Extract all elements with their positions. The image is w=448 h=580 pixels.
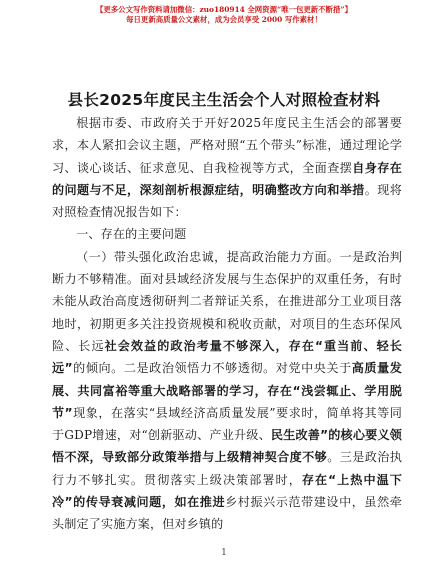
text-run-bold: 民生改善”的核心要义领悟不深，导致部分政策举措与上级精神契合度不够: [52, 428, 402, 465]
text-run: 一、存在的主要问题: [76, 227, 187, 242]
text-run: （一）带头强化政治忠诚，提高政治能力方面。一是政治判断力不够精准。面对县域经济发展与生态保护的双重任务，有时未能从政治高度透彻研判二者辩证关系，在推进部分工业项目落地时，初期更多关注投资规模和税收贡献，对项目的生态环保风险、长远: [52, 249, 402, 353]
document-body: [52, 112, 402, 536]
header-promo-line-1: 【更多公文写作资料请加微信：zuo180914 全网资源“唯一包更新不断措”】: [96, 5, 352, 14]
text-run-bold: 社会效益的政治考量不够深入，存在“重当前、轻长远”: [52, 338, 402, 376]
paragraph-political-loyalty: [52, 246, 402, 536]
text-run: 。三是政治执行力不够扎实。贯彻落实上级决策部署时，: [52, 450, 402, 487]
text-run: 乡村振兴示范带建设中，虽然牵头制定了实施方案，但对乡镇的: [52, 495, 402, 532]
text-run-bold: 存在“上热中温下冷”的传导衰减问题，如在推进: [52, 472, 402, 510]
text-run: 的倾向。二是政治领悟力不够透彻。对党中央关于: [72, 361, 352, 376]
header-promo-line-2: 每日更新高质量公文素材，成为会员享受 2000 写作素材！: [126, 15, 322, 24]
section-heading: [52, 223, 402, 245]
page-number: 1: [221, 548, 227, 558]
text-run-bold: 自身存在的问题与不足，深刻剖析根源症结，明确整改方向和举措: [52, 160, 402, 197]
text-run-bold: 高质量发展、共同富裕等重大战略部署的学习，存在“浅尝辄止、学用脱节”: [52, 361, 402, 420]
paragraph-intro: [52, 112, 402, 223]
document-title: 县长2025年度民主生活会个人对照检查材料: [67, 91, 381, 109]
text-run: 根据市委、市政府关于开好2025年度民主生活会的部署要求，本人紧扣会议主题，严格对照“五个带头”标准，通过理论学习、谈心谈话、征求意见、自我检视等方式，全面查摆: [52, 116, 402, 175]
text-run: 。现将对照检查情况报告如下：: [52, 182, 402, 220]
text-run: 现象，在落实“县域经济高质量发展”要求时，简单将其等同于GDP增速，对“创新驱动、产业升级、: [52, 405, 402, 443]
